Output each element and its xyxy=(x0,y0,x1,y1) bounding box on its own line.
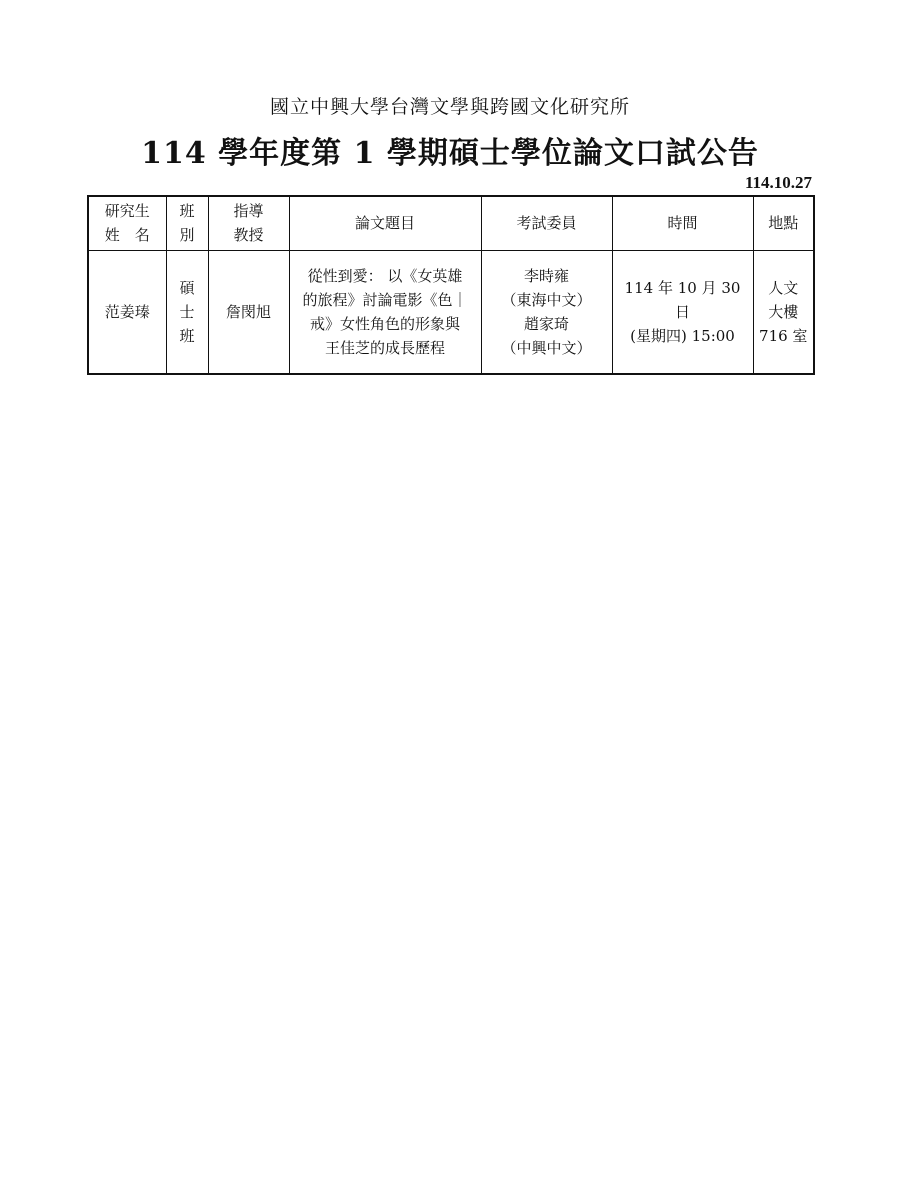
cell-student-name: 范姜瑧 xyxy=(88,250,166,374)
location-line1: 人文 xyxy=(768,278,799,297)
cell-committee xyxy=(481,250,612,374)
committee-affiliation-2: （中興中文） xyxy=(501,338,592,357)
notice-date: 114.10.27 xyxy=(744,173,812,192)
time-date: 114 年 10 月 30 日 xyxy=(624,278,741,321)
table-header-row xyxy=(88,196,814,250)
header-student-name-line1: 研究生 xyxy=(104,202,150,221)
thesis-title-line4: 王佳芝的成長歷程 xyxy=(324,338,445,357)
cell-class xyxy=(166,250,208,374)
header-thesis-title: 論文題目 xyxy=(289,196,481,250)
header-advisor-line2: 教授 xyxy=(233,226,264,245)
cell-advisor: 詹閔旭 xyxy=(208,250,289,374)
header-advisor-line1: 指導 xyxy=(233,202,264,221)
header-student-name xyxy=(88,196,166,250)
committee-member-2: 趙家琦 xyxy=(523,314,569,333)
header-location: 地點 xyxy=(753,196,814,250)
header-student-name-line2: 姓 名 xyxy=(104,226,150,245)
committee-member-1: 李時雍 xyxy=(523,266,569,285)
defense-schedule-table xyxy=(87,195,815,375)
institute-name: 國立中興大學台灣文學與跨國文化研究所 xyxy=(269,96,630,118)
cell-class-line2: 士 xyxy=(179,302,195,321)
location-line3: 716 室 xyxy=(759,326,808,345)
page-title: 114 學年度第 1 學期碩士學位論文口試公告 xyxy=(141,136,759,171)
header-class xyxy=(166,196,208,250)
cell-time xyxy=(612,250,753,374)
cell-location xyxy=(753,250,814,374)
cell-class-line1: 碩 xyxy=(179,278,195,297)
header-class-line2: 別 xyxy=(179,226,195,245)
committee-affiliation-1: （東海中文） xyxy=(501,290,592,309)
location-line2: 大樓 xyxy=(768,302,799,321)
header-committee: 考試委員 xyxy=(481,196,612,250)
table-row xyxy=(88,250,814,374)
thesis-title-line1: 從性到愛： 以《女英雄 xyxy=(307,266,463,285)
thesis-title-line3: 戒》女性角色的形象與 xyxy=(309,314,460,333)
thesis-title-line2: 的旅程》討論電影《色｜ xyxy=(302,290,468,309)
header-time: 時間 xyxy=(612,196,753,250)
header-class-line1: 班 xyxy=(179,202,195,221)
cell-class-line3: 班 xyxy=(179,326,195,345)
header-advisor xyxy=(208,196,289,250)
cell-thesis-title xyxy=(289,250,481,374)
time-weekday-hour: (星期四) 15:00 xyxy=(630,326,735,345)
